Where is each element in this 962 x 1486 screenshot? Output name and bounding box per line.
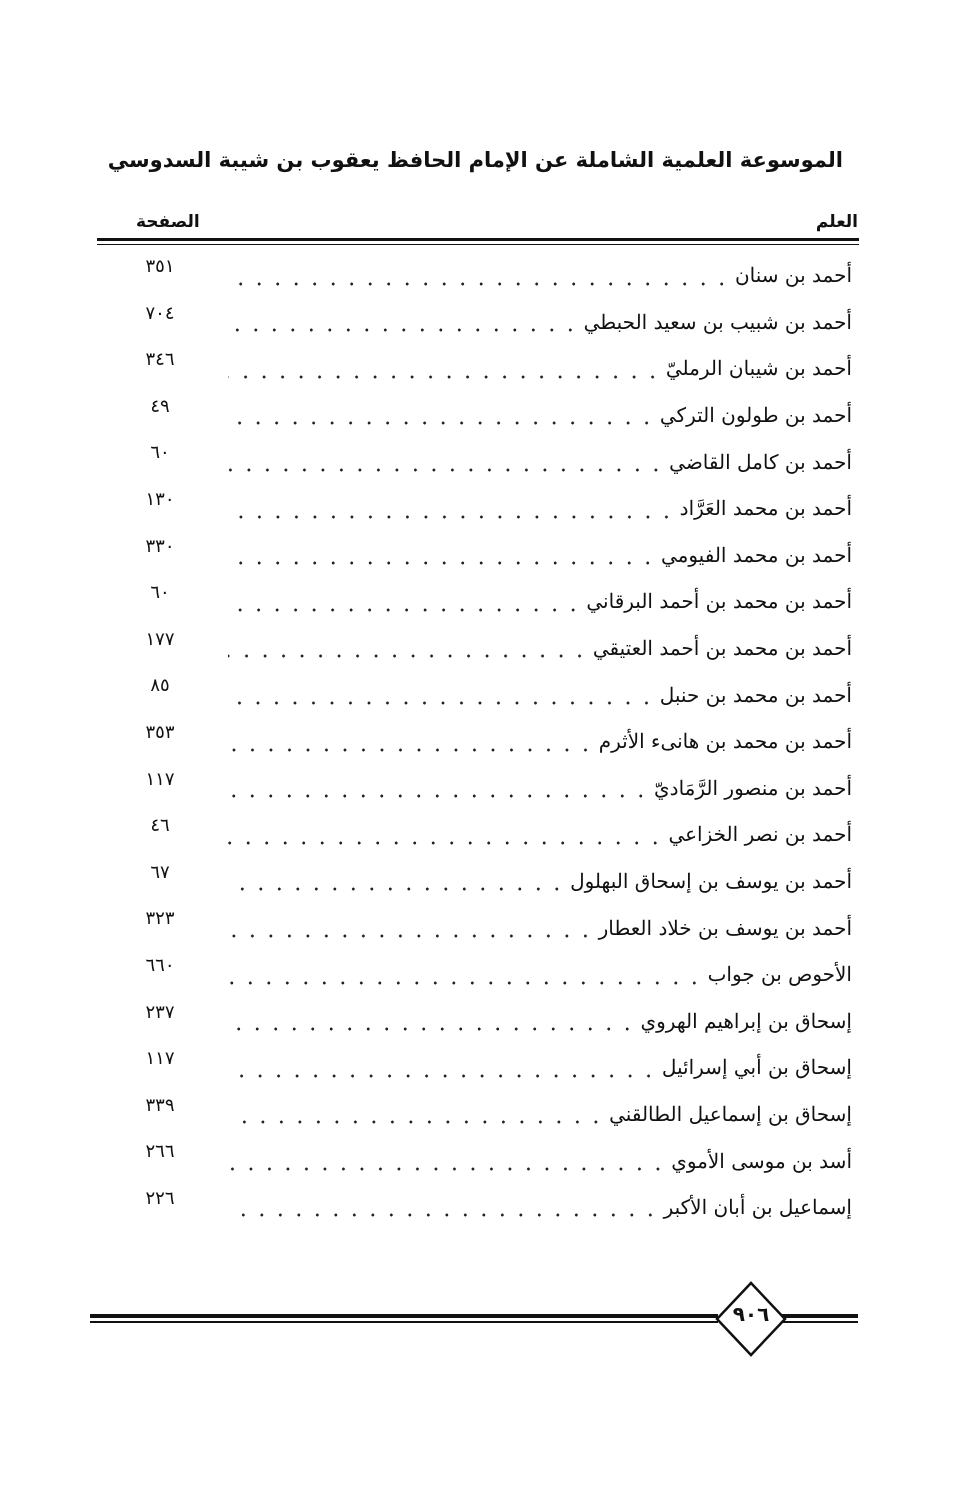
index-entry [100, 299, 852, 346]
entry-page: ٦٧ [150, 861, 170, 883]
index-entry [100, 1184, 852, 1231]
leader-dots [228, 510, 676, 524]
entry-name: أسد بن موسى الأموي [671, 1148, 852, 1173]
entry-page: ٣٥٣ [145, 721, 175, 743]
entry-page: ٢٣٧ [145, 1001, 175, 1023]
entry-page: ٣٤٦ [145, 349, 175, 371]
entry-page: ٨٥ [150, 675, 170, 697]
leader-dots [228, 929, 595, 943]
entry-name: أحمد بن محمد الفيومي [660, 542, 852, 567]
entry-name: إسحاق بن إسماعيل الطالقني [609, 1101, 852, 1126]
leader-dots [228, 1115, 605, 1129]
leader-dots [228, 370, 662, 384]
leader-dots [228, 696, 656, 710]
index-entry [100, 485, 852, 532]
page-number: ٩٠٦ [732, 1302, 770, 1326]
entry-page: ١١٧ [145, 768, 175, 790]
entry-name: أحمد بن شبيب بن سعيد الحبطي [583, 309, 852, 334]
leader-dots [228, 323, 580, 337]
entry-name: أحمد بن سنان [734, 263, 852, 288]
entry-page: ٦٦٠ [145, 954, 175, 976]
leader-dots [228, 1069, 658, 1083]
entry-page: ٣٥١ [145, 256, 175, 277]
leader-dots [228, 1208, 660, 1222]
leader-dots [228, 277, 731, 291]
index-entry [100, 392, 852, 439]
leader-dots [228, 976, 704, 990]
entry-page: ٢٦٦ [145, 1141, 175, 1163]
entry-page: ٤٦ [150, 815, 170, 837]
entry-page: ٦٠ [150, 442, 170, 464]
column-heading-rule [97, 238, 859, 245]
index-entry [100, 765, 852, 812]
footer-rule-left [90, 1314, 718, 1323]
entry-name: الأحوص بن جواب [707, 962, 852, 987]
entry-name: إسحاق بن أبي إسرائيل [661, 1055, 852, 1080]
leader-dots [228, 603, 582, 617]
leader-dots [228, 789, 650, 803]
entry-name: أحمد بن محمد بن هانىء الأثرم [598, 729, 852, 754]
index-entry [100, 1137, 852, 1184]
header-title: الموسوعة العلمية الشاملة عن الإمام الحافظ يعقوب بن شيبة السدوسي [107, 148, 843, 172]
entry-name: أحمد بن شيبان الرمليّ [665, 356, 852, 381]
index-entry [100, 718, 852, 765]
leader-dots [228, 463, 665, 477]
page-number-badge [714, 1280, 788, 1358]
entry-name: أحمد بن محمد بن أحمد البرقاني [586, 589, 852, 614]
index-entries [100, 252, 852, 1230]
index-entry [100, 998, 852, 1045]
entry-name: أحمد بن يوسف بن خلاد العطار [598, 915, 852, 940]
column-heading-page: الصفحة [136, 212, 200, 232]
leader-dots [228, 836, 664, 850]
index-entry [100, 345, 852, 392]
column-headings [100, 212, 858, 240]
index-entry [100, 532, 852, 579]
page-footer [90, 1280, 858, 1360]
running-header [95, 140, 855, 180]
index-entry [100, 811, 852, 858]
index-entry [100, 625, 852, 672]
index-entry [100, 858, 852, 905]
index-entry [100, 671, 852, 718]
index-entry [100, 1044, 852, 1091]
footer-rule-right [782, 1314, 858, 1323]
index-entry [100, 1091, 852, 1138]
leader-dots [228, 1022, 636, 1036]
entry-page: ١١٧ [145, 1048, 175, 1070]
entry-page: ٦٠ [150, 582, 170, 604]
leader-dots [228, 1162, 667, 1176]
entry-name: أحمد بن كامل القاضي [669, 449, 852, 474]
index-entry [100, 438, 852, 485]
entry-name: أحمد بن منصور الرَّمَاديّ [654, 775, 852, 800]
entry-page: ٤٩ [150, 395, 170, 417]
entry-page: ١٣٠ [145, 488, 175, 510]
entry-name: إسماعيل بن أبان الأكبر [663, 1195, 852, 1220]
entry-page: ١٧٧ [145, 628, 175, 650]
leader-dots [228, 556, 657, 570]
entry-page: ٧٠٤ [145, 302, 175, 324]
leader-dots [228, 882, 566, 896]
index-entry [100, 578, 852, 625]
leader-dots [228, 649, 589, 663]
entry-page: ٣٢٣ [145, 908, 175, 930]
index-entry [100, 951, 852, 998]
entry-page: ٢٢٦ [145, 1187, 175, 1209]
leader-dots [228, 416, 656, 430]
entry-name: أحمد بن نصر الخزاعي [668, 822, 852, 847]
entry-name: أحمد بن طولون التركي [659, 403, 852, 428]
entry-name: أحمد بن يوسف بن إسحاق البهلول [570, 869, 852, 894]
leader-dots [228, 743, 595, 757]
index-entry [100, 904, 852, 951]
entry-name: إسحاق بن إبراهيم الهروي [640, 1008, 852, 1033]
entry-page: ٣٣٠ [145, 535, 175, 557]
entry-name: أحمد بن محمد بن حنبل [659, 682, 852, 707]
column-heading-name: العلم [815, 212, 858, 232]
index-entry [100, 252, 852, 299]
entry-page: ٣٣٩ [145, 1094, 175, 1116]
entry-name: أحمد بن محمد العَرَّاد [679, 496, 852, 521]
entry-name: أحمد بن محمد بن أحمد العتيقي [592, 636, 852, 661]
